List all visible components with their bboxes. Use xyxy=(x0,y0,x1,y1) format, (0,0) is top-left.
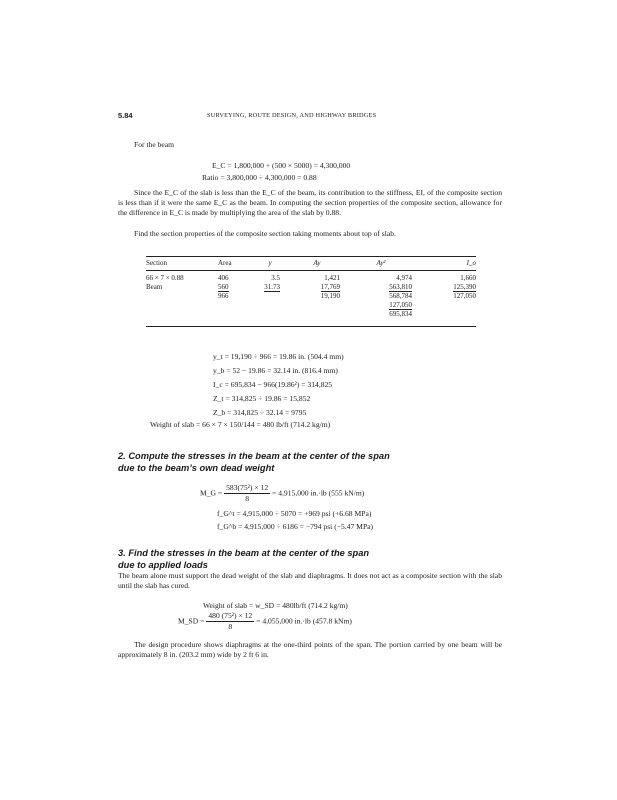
col-ay: Ay xyxy=(288,257,346,271)
table-bottom-rule xyxy=(146,326,476,327)
msd-equation xyxy=(178,611,352,632)
cell-io xyxy=(416,283,476,292)
result-slab-weight: Weight of slab = 66 × 7 × 150/144 = 480 lb/ft (714.2 kg/m) xyxy=(150,420,331,429)
step-3-body: The beam alone must support the dead weight of the slab and diaphragms. It does not act as a composite section with the slab until the slab has cured. xyxy=(118,571,502,590)
cell-y xyxy=(252,283,288,292)
table-row xyxy=(146,283,476,292)
table-row xyxy=(146,292,476,301)
section-properties-table xyxy=(146,257,476,319)
result-ic: I_c = 695,834 − 966(19.86²) = 314,825 xyxy=(213,380,333,389)
step-2-heading-line2: due to the beam’s own dead weight xyxy=(118,463,275,473)
cell-section xyxy=(146,292,218,301)
beam-intro: For the beam xyxy=(134,140,175,149)
page-number: 5.84 xyxy=(118,111,133,120)
fbg-equation: f_G^b = 4,915,000 ÷ 6186 = −794 psi (−5.47 MPa) xyxy=(217,522,374,531)
mg-result: = 4,915,000 in.·lb (555 kN/m) xyxy=(272,488,365,498)
col-io: I_o xyxy=(416,257,476,271)
msd-fraction xyxy=(206,611,254,632)
cell-section: Beam xyxy=(146,283,163,291)
cell-section: 66 × 7 × 0.88 xyxy=(146,274,184,282)
step-2-heading-line1: 2. Compute the stresses in the beam at the center of the span xyxy=(118,451,390,461)
ec-equation: E_C = 1,800,000 + (500 × 5000) = 4,300,000 xyxy=(212,161,351,170)
msd-result: = 4,055,000 in.·lb (457.8 kNm) xyxy=(256,616,352,626)
col-y: y xyxy=(252,257,288,271)
mg-numerator: 583(75²) × 12 xyxy=(226,483,269,492)
cell-area xyxy=(218,283,252,292)
cell-io: 1,660 xyxy=(460,274,476,282)
cell-io: 127,050 xyxy=(453,292,476,300)
cell-y: 3.5 xyxy=(271,274,280,282)
result-zb: Z_b = 314,825 ÷ 32.14 = 9795 xyxy=(213,408,307,417)
table-row xyxy=(146,301,476,310)
cell-area-value: 560 xyxy=(218,283,229,291)
cell-ay: 19,190 xyxy=(320,292,340,300)
cell-ay2: 4,974 xyxy=(396,274,412,282)
cell-ay xyxy=(288,283,346,292)
msd-denominator: 8 xyxy=(228,622,233,631)
result-yb: y_b = 52 − 19.86 = 32.14 in. (816.4 mm) xyxy=(213,366,338,375)
paragraph-section-properties xyxy=(118,229,502,239)
cell-ay2-value: 127,050 xyxy=(389,301,412,309)
col-ay2: Ay² xyxy=(346,257,416,271)
mg-equation xyxy=(200,483,364,504)
cell-y-value: 31.73 xyxy=(264,283,280,291)
paragraph-ec-explanation xyxy=(118,188,502,218)
cell-ay2 xyxy=(346,301,416,310)
paragraph-ec-text: Since the E_C of the slab is less than the E_C of the beam, its contribution to the stiffness, EI, of the composite section is less than if it were the same E_C as the beam. In computing the section properties of the composite section, allowance for the difference in E_C is made by multiplying the area of the slab by 0.88. xyxy=(118,188,502,217)
ftg-equation: f_G^t = 4,915,000 ÷ 5070 = +969 psi (+6.68 MPa) xyxy=(217,509,372,518)
cell-ay2 xyxy=(346,283,416,292)
cell-ay2-value: 563,810 xyxy=(389,283,412,291)
ratio-equation: Ratio = 3,800,000 ÷ 4,300,000 = 0.88 xyxy=(202,173,317,182)
msd-lhs: M_SD = xyxy=(178,616,205,626)
mg-fraction xyxy=(224,483,270,504)
cell-ay: 1,421 xyxy=(324,274,340,282)
mg-lhs: M_G = xyxy=(200,488,223,498)
table-header-row xyxy=(146,257,476,271)
table-row xyxy=(146,310,476,319)
cell-area: 966 xyxy=(218,292,229,300)
cell-area: 406 xyxy=(218,274,229,282)
col-area: Area xyxy=(218,257,252,271)
cell-y xyxy=(252,292,288,301)
cell-ay2-total: 695,834 xyxy=(389,310,412,318)
cell-ay2: 568,784 xyxy=(389,292,412,300)
col-section: Section xyxy=(146,257,218,271)
result-yt: y_t = 19,190 ÷ 966 = 19.86 in. (504.4 mm) xyxy=(213,352,344,361)
running-title: SURVEYING, ROUTE DESIGN, AND HIGHWAY BRIDGES xyxy=(207,112,377,119)
msd-numerator: 480 (75²) × 12 xyxy=(208,611,253,620)
step-3-heading-line1: 3. Find the stresses in the beam at the center of the span xyxy=(118,548,370,558)
table-row xyxy=(146,271,476,284)
mg-denominator: 8 xyxy=(245,494,250,503)
closing-text: The design procedure shows diaphragms at the one-third points of the span. The portion carried by one beam will be approximately 8 in. (203.2 mm) wide by 2 ft 6 in. xyxy=(118,640,502,659)
result-zt: Z_t = 314,825 ÷ 19.86 = 15,852 xyxy=(213,394,311,403)
step-3-heading-line2: due to applied loads xyxy=(118,560,208,570)
cell-io-value: 125,390 xyxy=(453,283,476,291)
slab-weight-wsd: Weight of slab = w_SD = 480lb/ft (714.2 kg/m) xyxy=(203,601,348,610)
paragraph-section-text: Find the section properties of the composite section taking moments about top of slab. xyxy=(134,229,396,238)
cell-ay-value: 17,769 xyxy=(320,283,340,291)
closing-paragraph xyxy=(118,640,502,660)
